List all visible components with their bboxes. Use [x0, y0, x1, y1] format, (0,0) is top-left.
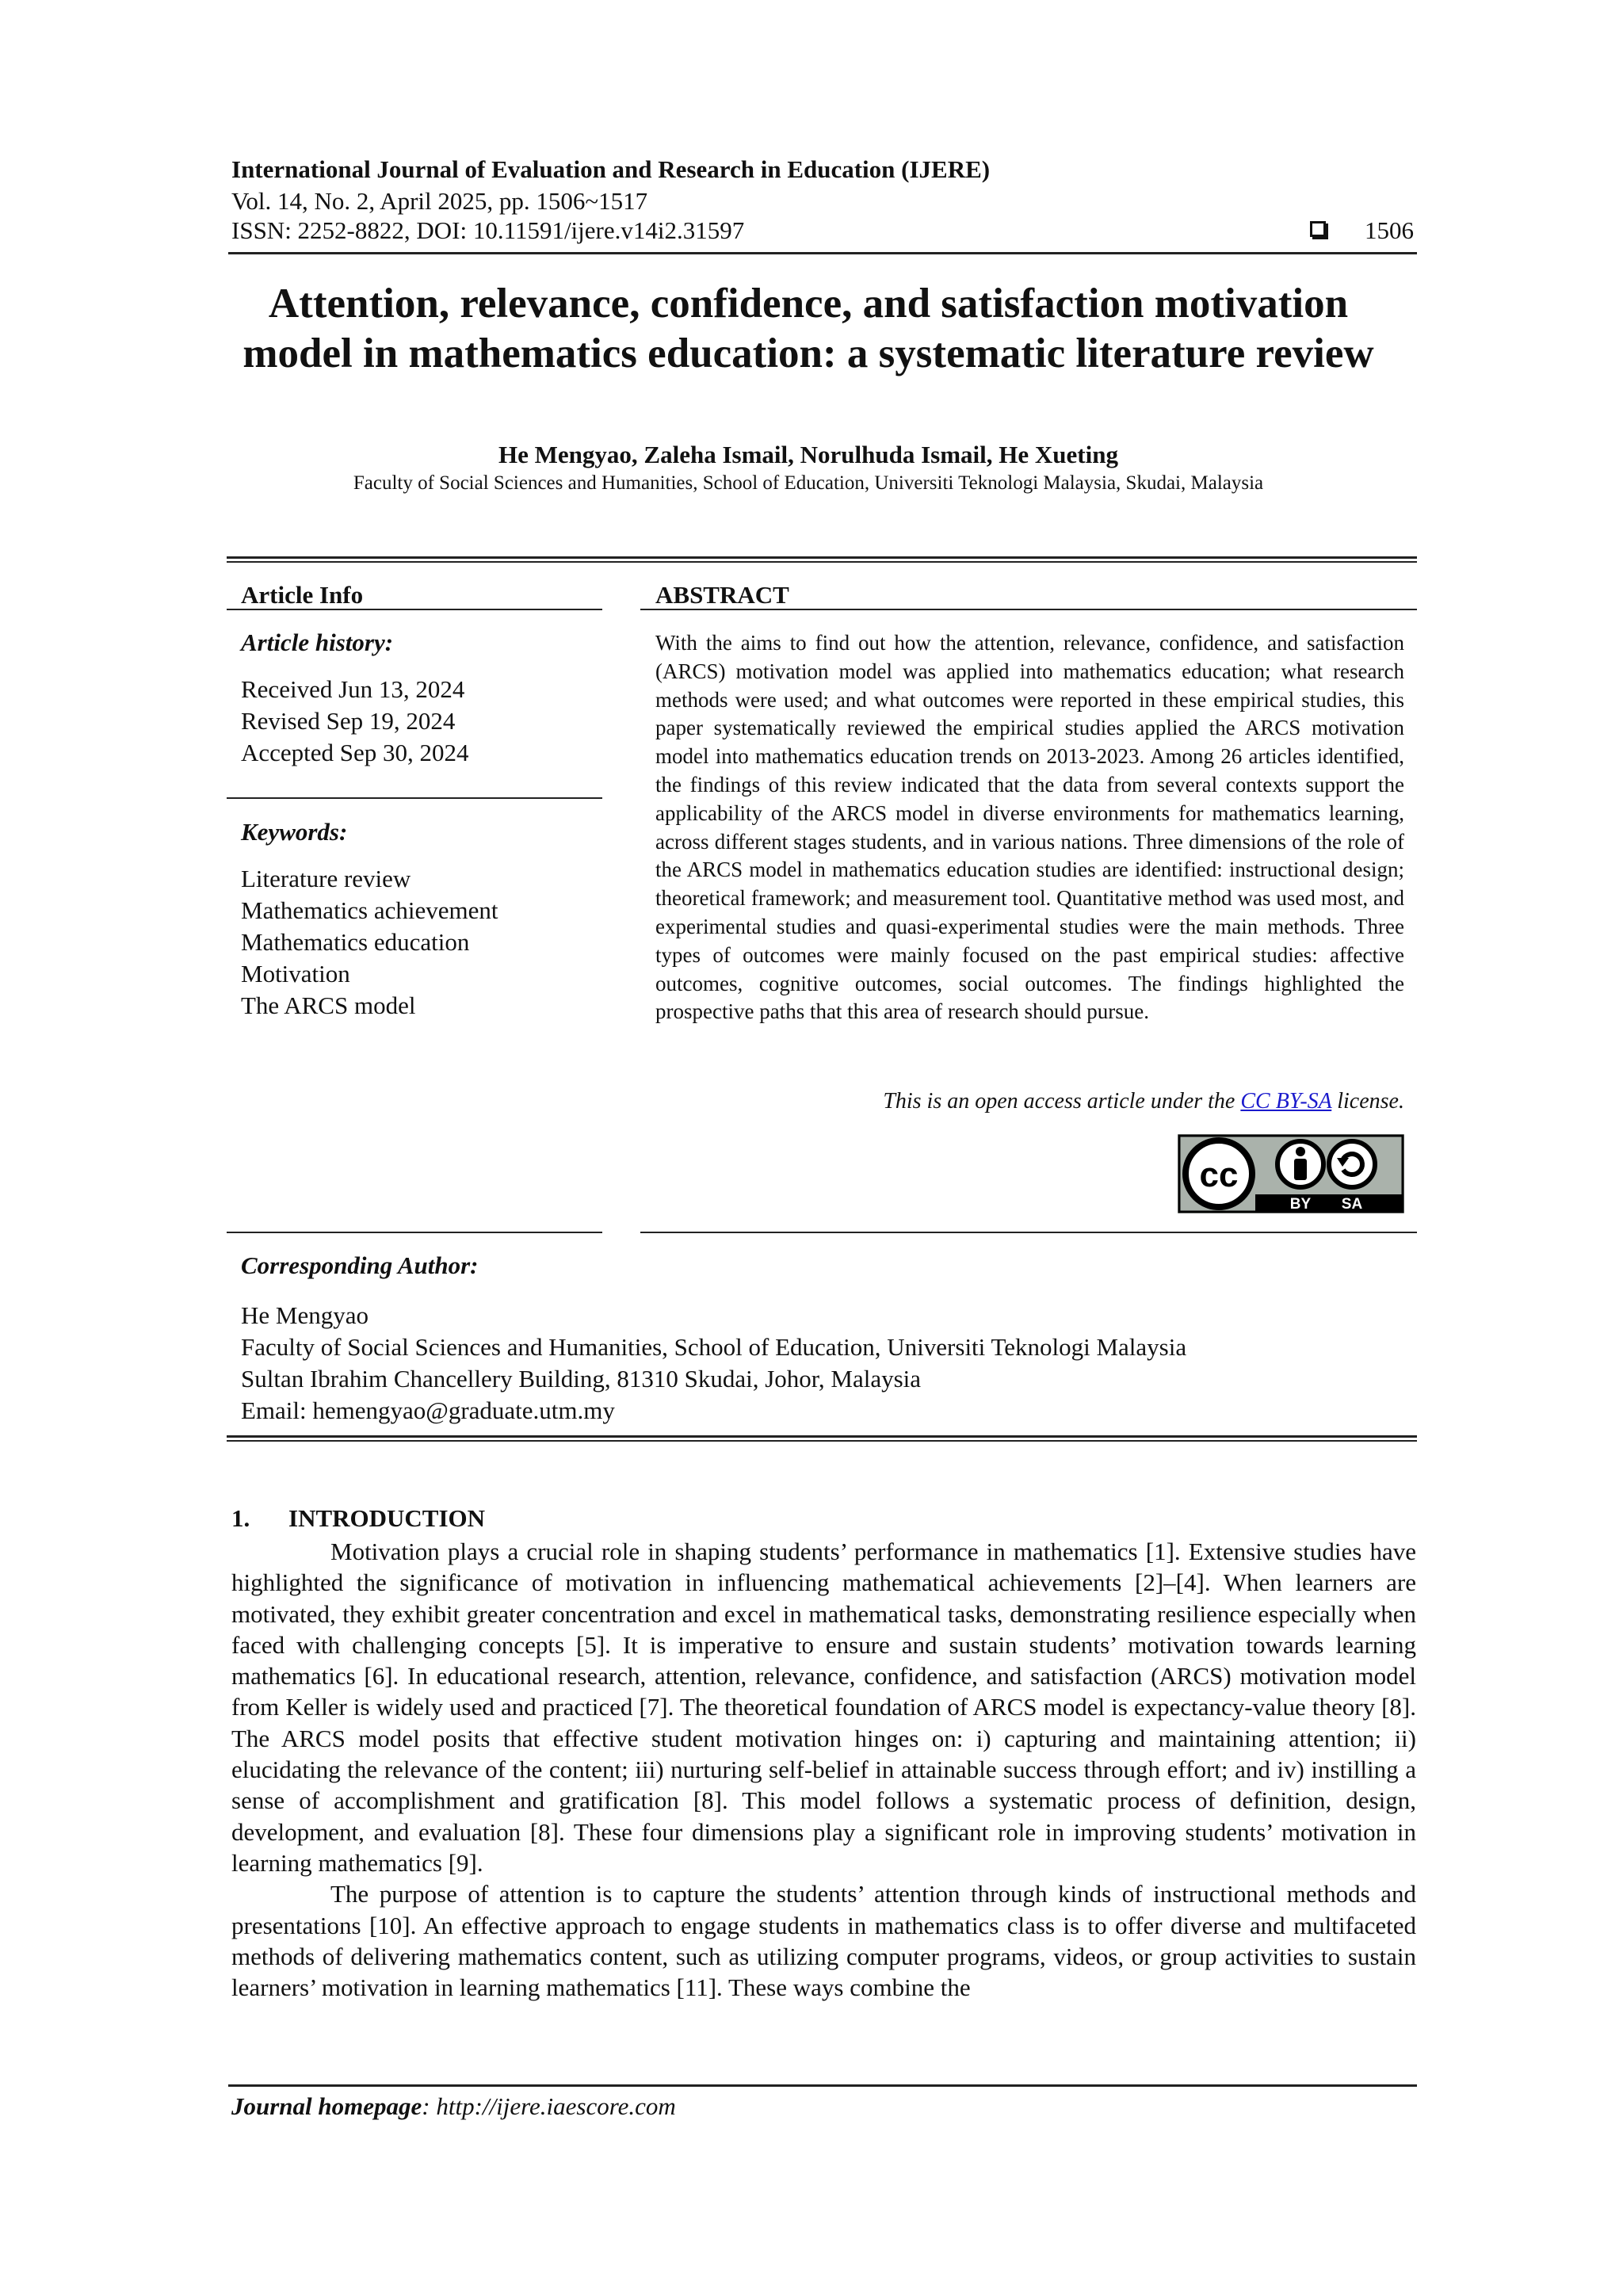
intro-paragraph: Motivation plays a crucial role in shaping students’ performance in mathematics [1]. Extensive studies have highlighted the significance of motivation in influencing mathematical achievements [2]–[4]. When learners are motivated, they exhibit greater concentration and excel in mathematical tasks, demonstrating resilience especially when faced with challenging concepts [5]. It is imperative to ensure and sustain students’ motivation towards learning mathematics [6]. In educational research, attention, relevance, confidence, and satisfaction (ARCS) motivation model from Keller is widely used and practiced [7]. The theoretical foundation of ARCS model is expectancy-value theory [8]. The ARCS model posits that effective student motivation hinges on: i) capturing and maintaining attention; ii) elucidating the relevance of the content; iii) nurturing self-belief in attainable success through effort; and iv) instilling a sense of accomplishment and gratification [8]. This model follows a systematic process of definition, design, development, and evaluation [8]. These four dimensions play a significant role in improving students’ motivation in learning mathematics [9].: [231, 1538, 1416, 1877]
journal-title: International Journal of Evaluation and Research in Education (IJERE): [231, 155, 991, 183]
keyword-item: Motivation: [241, 960, 350, 988]
abstract-rule: [640, 609, 1417, 610]
history-item: Accepted Sep 30, 2024: [241, 739, 469, 766]
section-number: 1.: [231, 1504, 250, 1532]
corresponding-heading: Corresponding Author:: [241, 1251, 479, 1279]
keywords-list: [241, 863, 498, 1022]
abstract-bottom-rule: [640, 1232, 1417, 1233]
license-line: [655, 1089, 1404, 1114]
issn-doi-line: ISSN: 2252-8822, DOI: 10.11591/ijere.v14i2.31597: [231, 216, 745, 244]
affiliation: Faculty of Social Sciences and Humanities, School of Education, Universiti Teknologi Malaysia, Skudai, Malaysia: [353, 472, 1264, 494]
corresponding-email: Email: hemengyao@graduate.utm.my: [241, 1396, 615, 1424]
license-suffix: license.: [1337, 1089, 1404, 1114]
by-text: BY: [1289, 1196, 1312, 1213]
corresponding-line: He Mengyao: [241, 1301, 369, 1329]
cc-text: cc: [1199, 1156, 1239, 1194]
info-bottom-rule: [227, 1435, 1417, 1438]
header-rule: [228, 252, 1417, 254]
info-bottom-rule-2: [227, 1440, 1417, 1442]
title-line: model in mathematics education: a systematic literature review: [242, 330, 1374, 376]
abstract-heading: ABSTRACT: [655, 581, 789, 609]
keywords-heading: Keywords:: [241, 818, 348, 846]
homepage-url[interactable]: : http://ijere.iaescore.com: [422, 2092, 676, 2120]
title-line: Attention, relevance, confidence, and satisfaction motivation: [268, 281, 1349, 327]
corresponding-details: [241, 1300, 1186, 1427]
info-top-rule-2: [227, 561, 1417, 563]
abstract-text: With the aims to find out how the attention, relevance, confidence, and satisfaction (ARCS) motivation model was applied into mathematics education; what research methods were used; and what outcomes were reported in these empirical studies, this paper systematically reviewed the empirical studies applied the ARCS motivation model into mathematics education trends on 2013-2023. Among 26 articles identified, the findings of this review indicated that the data from several contexts support the applicability of the ARCS model in diverse environments for mathematics learning, across different stages students, and in various nations. Three dimensions of the role of the ARCS model in mathematics education studies are identified: instructional design; theoretical framework; and measurement tool. Quantitative method was used most, and experimental studies and quasi-experimental studies were the main methods. Three types of outcomes were mainly focused on the past empirical studies: affective outcomes, cognitive outcomes, social outcomes. The findings highlighted the prospective paths that this area of research should pursue.: [655, 631, 1404, 1024]
article-history-list: [241, 674, 469, 769]
authors: He Mengyao, Zaleha Ismail, Norulhuda Ismail, He Xueting: [498, 441, 1118, 468]
cc-badge-icon: [1178, 1134, 1404, 1213]
volume-line: Vol. 14, No. 2, April 2025, pp. 1506~1517: [231, 187, 648, 215]
keyword-item: Mathematics education: [241, 928, 470, 956]
page-number: 1506: [1365, 216, 1414, 244]
license-prefix: This is an open access article under the: [883, 1089, 1235, 1114]
cc-by-sa-link[interactable]: CC BY-SA: [1240, 1089, 1332, 1114]
cc-by-sa-badge[interactable]: [1178, 1134, 1404, 1213]
square-icon: [1310, 221, 1326, 237]
paper-title: [190, 279, 1426, 379]
keyword-item: The ARCS model: [241, 991, 416, 1019]
section-title: INTRODUCTION: [288, 1504, 486, 1532]
keywords-rule: [227, 1232, 602, 1233]
info-top-rule: [227, 556, 1417, 559]
article-info-rule: [227, 609, 602, 610]
intro-paragraph: The purpose of attention is to capture the students’ attention through kinds of instructional methods and presentations [10]. An effective approach to engage students in mathematics class is to offer diverse and multifaceted methods of delivering mathematics content, such as utilizing computer programs, videos, or group activities to sustain learners’ motivation in learning mathematics [11]. These ways combine the: [231, 1880, 1416, 2002]
introduction-body: [231, 1536, 1416, 2003]
history-item: Revised Sep 19, 2024: [241, 707, 456, 735]
introduction-heading: [231, 1504, 485, 1533]
article-history-heading: Article history:: [241, 628, 394, 656]
keyword-item: Mathematics achievement: [241, 896, 498, 924]
footer-label: Journal homepage: [231, 2092, 422, 2120]
article-info-heading: Article Info: [241, 581, 364, 609]
history-item: Received Jun 13, 2024: [241, 675, 465, 703]
corresponding-line: Sultan Ibrahim Chancellery Building, 81310 Skudai, Johor, Malaysia: [241, 1365, 922, 1392]
sa-text: SA: [1341, 1196, 1363, 1213]
keyword-item: Literature review: [241, 865, 411, 892]
journal-homepage: [231, 2092, 676, 2121]
footer-rule: [228, 2084, 1417, 2087]
history-rule: [227, 797, 602, 799]
corresponding-line: Faculty of Social Sciences and Humanities, School of Education, Universiti Teknologi Malaysia: [241, 1333, 1187, 1361]
